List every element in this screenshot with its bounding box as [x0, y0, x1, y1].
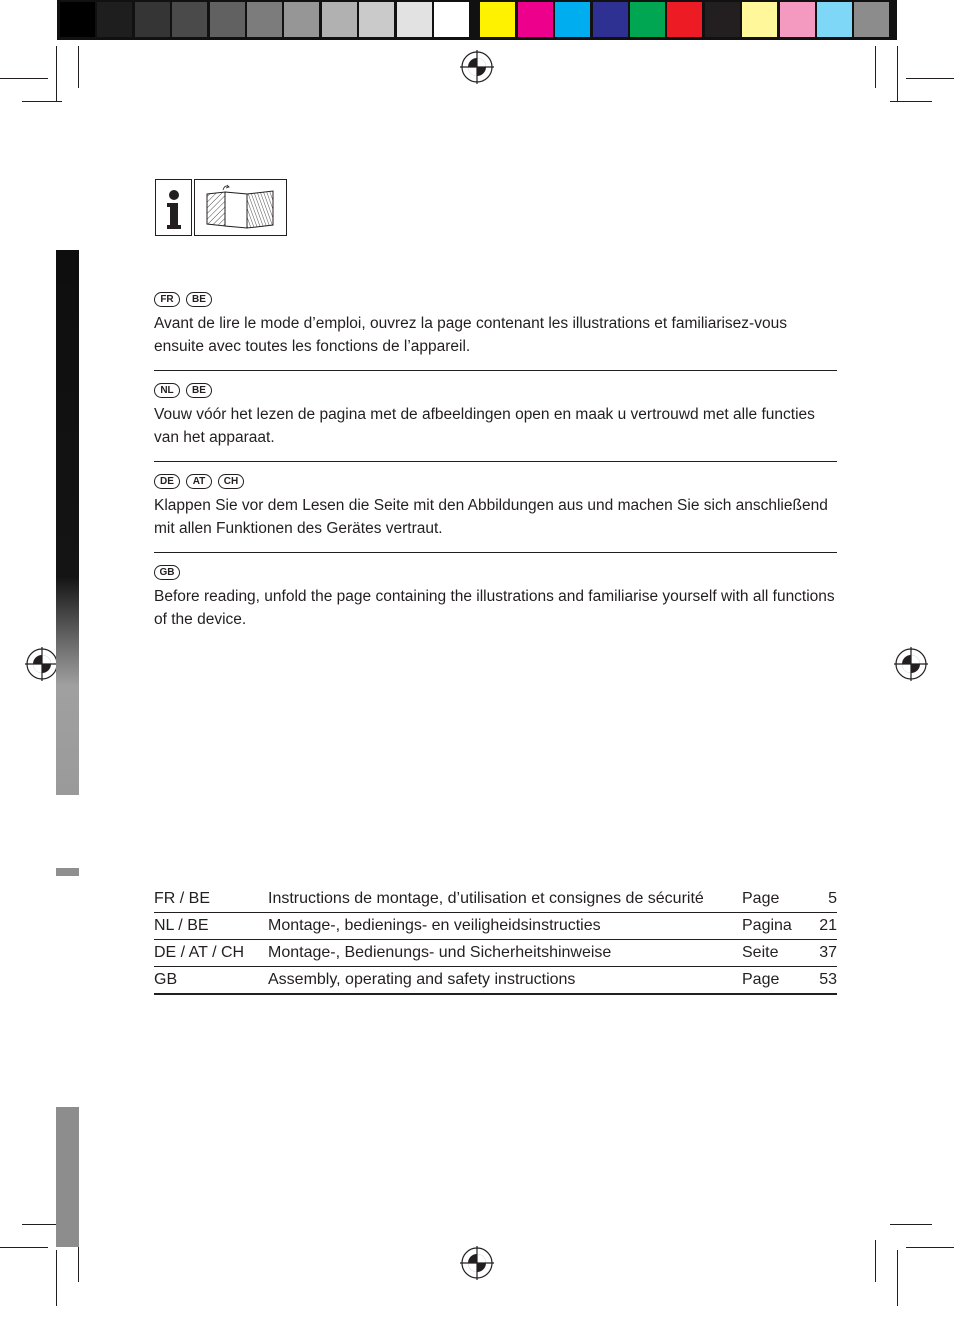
crop-mark [875, 46, 876, 88]
country-badge: FR [154, 292, 180, 307]
calibration-swatch [780, 2, 815, 37]
crop-mark [906, 1247, 954, 1248]
toc-page-label: Pagina [742, 917, 792, 934]
calibration-swatch [518, 2, 553, 37]
cover-edge-strip [56, 250, 79, 795]
section-text: Before reading, unfold the page containing the illustrations and familiarise yourself with all functions of the device. [154, 588, 835, 628]
calibration-swatch [322, 2, 357, 37]
calibration-swatch [667, 2, 702, 37]
calibration-swatch [135, 2, 170, 37]
divider [154, 552, 837, 553]
registration-mark-icon [894, 647, 928, 681]
toc-title: Assembly, operating and safety instructions [268, 971, 576, 988]
toc-row[interactable] [154, 967, 837, 993]
crop-mark [56, 46, 57, 102]
color-calibration-bar [57, 0, 897, 40]
calibration-swatch [742, 2, 777, 37]
calibration-swatch [817, 2, 852, 37]
toc-row[interactable] [154, 886, 837, 913]
calibration-swatch [593, 2, 628, 37]
calibration-swatch [210, 2, 245, 37]
calibration-swatch [480, 2, 515, 37]
crop-mark [897, 46, 898, 102]
crop-mark [0, 1247, 48, 1248]
language-section-nl-be [154, 383, 837, 449]
crop-mark [890, 101, 932, 102]
toc-page-number: 5 [828, 890, 837, 907]
section-text: Vouw vóór het lezen de pagina met de afbeeldingen open en maak u vertrouwd met alle functies van het apparaat. [154, 406, 815, 446]
country-badge: AT [186, 474, 212, 489]
toc-page-number: 53 [819, 971, 837, 988]
country-badge: CH [218, 474, 244, 489]
toc-title: Instructions de montage, d’utilisation et consignes de sécurité [268, 890, 704, 907]
registration-mark-icon [460, 50, 494, 84]
section-text: Avant de lire le mode d’emploi, ouvrez la page contenant les illustrations et familiarisez-vous ensuite avec toutes les fonctions de l’appareil. [154, 315, 787, 355]
calibration-swatch [705, 2, 740, 37]
toc-language: NL / BE [154, 917, 209, 934]
country-badge: DE [154, 474, 180, 489]
calibration-swatch [397, 2, 432, 37]
toc-page-label: Seite [742, 944, 779, 961]
calibration-swatch [172, 2, 207, 37]
crop-mark [22, 101, 62, 102]
country-badge: NL [154, 383, 180, 398]
registration-mark-icon [25, 647, 59, 681]
registration-mark-icon [460, 1246, 494, 1280]
cover-edge-strip-bottom [56, 1107, 79, 1247]
country-badge: BE [186, 292, 212, 307]
language-section-fr-be [154, 292, 837, 358]
toc-language: GB [154, 971, 178, 988]
toc-page-label: Page [742, 971, 780, 988]
crop-mark [906, 78, 954, 79]
crop-mark [890, 1224, 932, 1225]
crop-mark [56, 1250, 57, 1306]
calibration-swatch [284, 2, 319, 37]
calibration-swatch [434, 2, 469, 37]
toc-language: DE / AT / CH [154, 944, 245, 961]
country-badge: BE [186, 383, 212, 398]
language-section-gb [154, 565, 837, 631]
crop-mark [875, 1240, 876, 1282]
calibration-swatch [854, 2, 889, 37]
toc-title: Montage-, Bedienungs- und Sicherheitshinweise [268, 944, 612, 961]
unfold-page-icon [194, 179, 287, 236]
toc-language: FR / BE [154, 890, 211, 907]
cover-edge-mark [56, 868, 79, 876]
section-text: Klappen Sie vor dem Lesen die Seite mit den Abbildungen aus und machen Sie sich anschließend mit allen Funktionen des Gerätes vertraut. [154, 497, 828, 537]
toc-row[interactable] [154, 940, 837, 967]
crop-mark [78, 46, 79, 88]
crop-mark [897, 1250, 898, 1306]
divider [154, 370, 837, 371]
toc-page-number: 21 [819, 917, 837, 934]
calibration-swatch [555, 2, 590, 37]
toc-title: Montage-, bedienings- en veiligheidsinstructies [268, 917, 601, 934]
calibration-swatch [359, 2, 394, 37]
divider [154, 461, 837, 462]
toc-page-number: 37 [819, 944, 837, 961]
calibration-swatch [630, 2, 665, 37]
calibration-swatch [97, 2, 132, 37]
calibration-swatch [60, 2, 95, 37]
country-badge: GB [154, 565, 180, 580]
crop-mark [0, 78, 48, 79]
language-section-de-at-ch [154, 474, 837, 540]
toc-row[interactable] [154, 913, 837, 940]
table-of-contents [154, 886, 837, 995]
info-icon [155, 179, 192, 236]
calibration-swatch [247, 2, 282, 37]
toc-page-label: Page [742, 890, 780, 907]
